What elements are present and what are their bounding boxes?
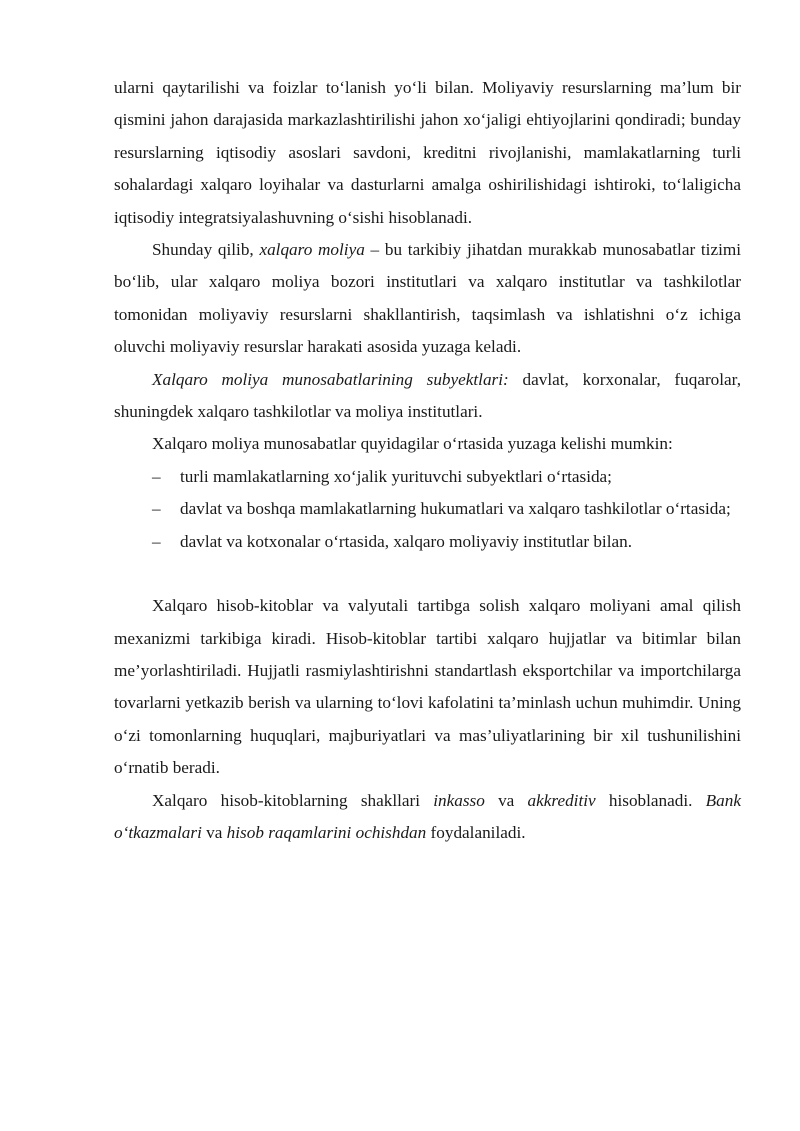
paragraph-settlements: Xalqaro hisob-kitoblar va valyutali tartibga solish xalqaro moliyani amal qilish mexanizmi tarkibiga kiradi. Hisob-kitoblar tartibi xalqaro hujjatlar va bitimlar bilan me’yorlashtiriladi. Hujjatli rasmiylashtirishni standartlash eksportchilar va importchilarga tovarlarni yetkazib berish va ularning to‘lovi kafolatini ta’minlash uchun muhimdir. Uning o‘zi tomonlarning huquqlari, majburiyatlari va mas’uliyatlarining bir xil tushunilishini o‘rnatib beradi. bbox=[114, 596, 741, 778]
dash-list bbox=[114, 461, 741, 558]
term-subjects: Xalqaro moliya munosabatlarining subyektlari: bbox=[152, 369, 509, 389]
dash-bullet: – bbox=[152, 466, 161, 486]
list-item bbox=[114, 526, 741, 558]
text-span: davlat, korxonalar, fuqarolar, shuningdek xalqaro tashkilotlar va moliya institutlari. bbox=[114, 369, 741, 422]
paragraph-subjects bbox=[114, 364, 741, 429]
list-item bbox=[114, 461, 741, 493]
term-akkreditiv: akkreditiv bbox=[527, 790, 596, 810]
paragraph-forms bbox=[114, 785, 741, 850]
term-opening-accounts: hisob raqamlarini ochishdan bbox=[226, 822, 427, 842]
term-inkasso: inkasso bbox=[433, 790, 485, 810]
list-item-text: davlat va boshqa mamlakatlarning hukumatlari va xalqaro tashkilotlar o‘rtasida; bbox=[180, 499, 731, 519]
document-page bbox=[114, 72, 741, 849]
text-span: foydalaniladi. bbox=[426, 822, 526, 842]
paragraph-definition bbox=[114, 234, 741, 364]
text-span: va bbox=[201, 822, 227, 842]
text-span: – bu tarkibiy jihatdan murakkab munosabatlar tizimi bo‘lib, ular xalqaro moliya bozori institutlari va xalqaro institutlar va tashkilotlar tomonidan moliyaviy resurslarni shakllantirish, taqsimlash va ishlatishni o‘z ichiga oluvchi moliyaviy resurslar harakati asosida yuzaga keladi. bbox=[114, 240, 742, 357]
list-item-text: davlat va kotxonalar o‘rtasida, xalqaro moliyaviy institutlar bilan. bbox=[180, 531, 633, 551]
paragraph-list-intro: Xalqaro moliya munosabatlar quyidagilar o‘rtasida yuzaga kelishi mumkin: bbox=[152, 434, 673, 454]
text-span: va bbox=[484, 790, 528, 810]
paragraph-continuation: ularni qaytarilishi va foizlar to‘lanish yo‘li bilan. Moliyaviy resurslarning ma’lum bir qismini jahon darajasida markazlashtirilishi jahon xo‘jaligi ehtiyojlarini qondiradi; bunday resurslarning iqtisodiy asoslari savdoni, kreditni rivojlanishi, mamlakatlarning turli sohalardagi xalqaro loyihalar va dasturlarni amalga oshirilishidagi ishtiroki, to‘laligicha iqtisodiy integratsiyalashuvning o‘sishi hisoblanadi. bbox=[114, 78, 741, 227]
dash-bullet: – bbox=[152, 531, 161, 551]
list-item-text: turli mamlakatlarning xo‘jalik yurituvchi subyektlari o‘rtasida; bbox=[180, 466, 612, 486]
paragraph-spacer bbox=[114, 558, 741, 590]
text-span: hisoblanadi. bbox=[595, 790, 706, 810]
list-item bbox=[114, 493, 741, 525]
text-span: Shunday qilib, bbox=[152, 240, 260, 260]
dash-bullet: – bbox=[152, 499, 161, 519]
text-span: Xalqaro hisob-kitoblarning shakllari bbox=[152, 790, 434, 810]
term-bank-transfers: Bank o‘tkazmalari bbox=[114, 790, 741, 842]
term-international-finance: xalqaro moliya bbox=[259, 240, 365, 260]
